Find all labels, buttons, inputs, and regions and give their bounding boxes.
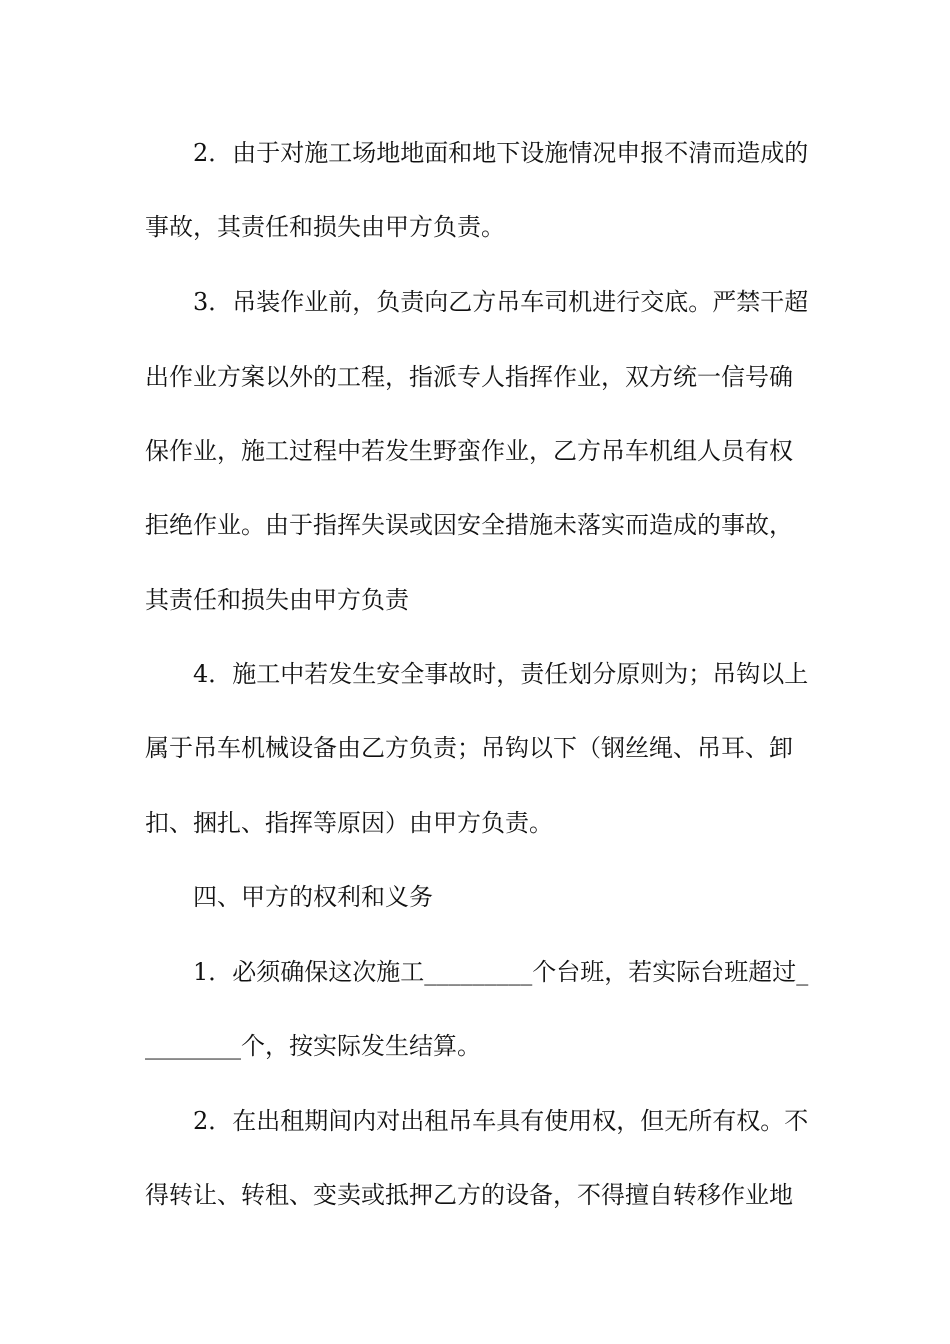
paragraph-line: 2．由于对施工场地地面和地下设施情况申报不清而造成的 (193, 139, 809, 167)
paragraph-line: 属于吊车机械设备由乙方负责；吊钩以下（钢丝绳、吊耳、卸 (145, 734, 793, 762)
paragraph-line: 3．吊装作业前，负责向乙方吊车司机进行交底。严禁干超 (193, 288, 809, 316)
paragraph-line: 4．施工中若发生安全事故时，责任划分原则为；吊钩以上 (193, 660, 809, 688)
paragraph-line: ________个，按实际发生结算。 (145, 1032, 481, 1060)
paragraph-line: 拒绝作业。由于指挥失误或因安全措施未落实而造成的事故， (145, 511, 793, 539)
paragraph-line: 1．必须确保这次施工_________个台班，若实际台班超过_ (193, 958, 809, 986)
paragraph-line: 出作业方案以外的工程，指派专人指挥作业，双方统一信号确 (145, 363, 793, 391)
paragraph-line: 扣、捆扎、指挥等原因）由甲方负责。 (145, 809, 553, 837)
paragraph-line: 2．在出租期间内对出租吊车具有使用权，但无所有权。不 (193, 1107, 809, 1135)
paragraph-line: 得转让、转租、变卖或抵押乙方的设备，不得擅自转移作业地 (145, 1181, 793, 1209)
paragraph-line: 事故，其责任和损失由甲方负责。 (145, 213, 505, 241)
section-heading: 四、甲方的权利和义务 (193, 883, 433, 911)
paragraph-line: 其责任和损失由甲方负责 (145, 586, 409, 614)
paragraph-line: 保作业，施工过程中若发生野蛮作业，乙方吊车机组人员有权 (145, 437, 793, 465)
